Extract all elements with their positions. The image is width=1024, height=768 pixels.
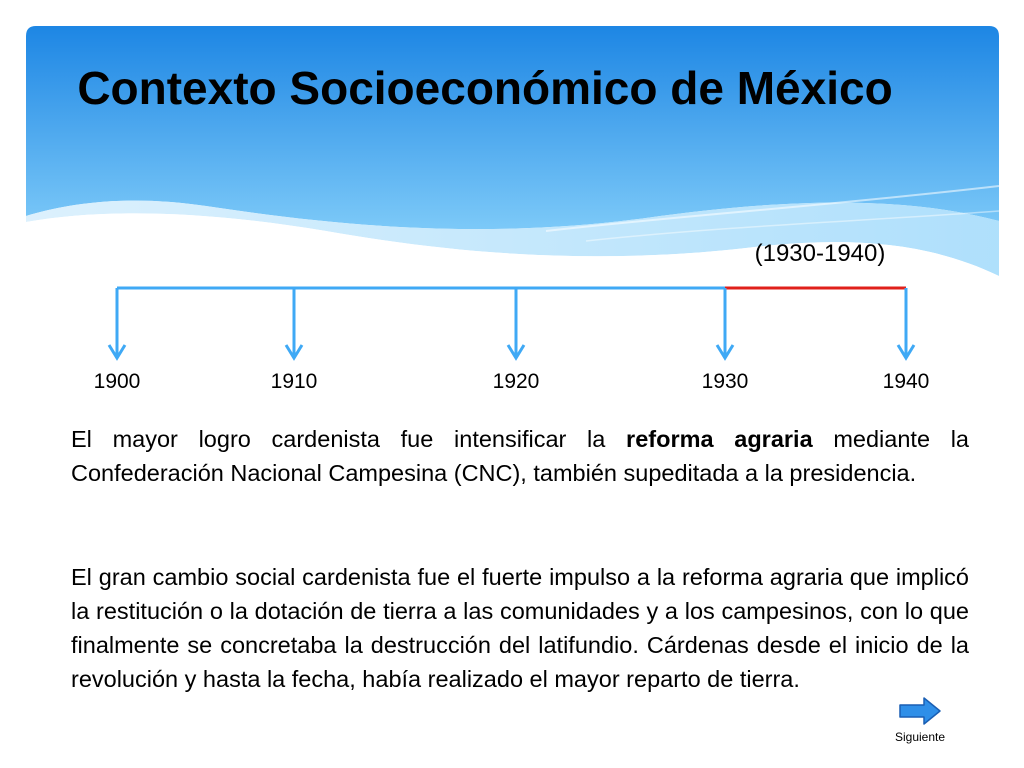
- next-slide-button[interactable]: [898, 696, 942, 726]
- body-paragraph-2: El gran cambio social cardenista fue el fuerte impulso a la reforma agraria que implicó la restitución o la dotación de tierra a las comunidades y a los campesinos, con lo que finalmente se concretaba la destrucción del latifundio. Cárdenas desde el inicio de la revolución y hasta la fecha, había realizado el mayor reparto de tierra.: [71, 564, 969, 692]
- body-paragraph-1: [71, 422, 969, 490]
- timeline-tick-1910: [286, 288, 302, 358]
- right-arrow-icon: [898, 696, 942, 726]
- timeline-range-label: (1930-1940): [754, 240, 886, 267]
- paragraph-1-text-end: mediante la Confederación Nacional Campesina (CNC), también supeditada a la presidencia.: [71, 426, 970, 486]
- paragraph-1-bold-term: reforma agraria: [626, 426, 813, 452]
- timeline-year-label: 1920: [492, 370, 540, 393]
- timeline-tick-1900: [109, 288, 125, 358]
- timeline-year-label: 1940: [882, 370, 930, 393]
- page-title: Contexto Socioeconómico de México: [77, 62, 893, 114]
- timeline-tick-1940: [898, 288, 914, 358]
- timeline-tick-1930: [717, 288, 733, 358]
- timeline-year-label: 1930: [701, 370, 749, 393]
- timeline-year-label: 1900: [93, 370, 141, 393]
- timeline-year-label: 1910: [270, 370, 318, 393]
- paragraph-1-text-start: El mayor logro cardenista fue intensificar la: [71, 426, 627, 452]
- next-slide-label[interactable]: Siguiente: [894, 730, 946, 744]
- timeline-tick-1920: [508, 288, 524, 358]
